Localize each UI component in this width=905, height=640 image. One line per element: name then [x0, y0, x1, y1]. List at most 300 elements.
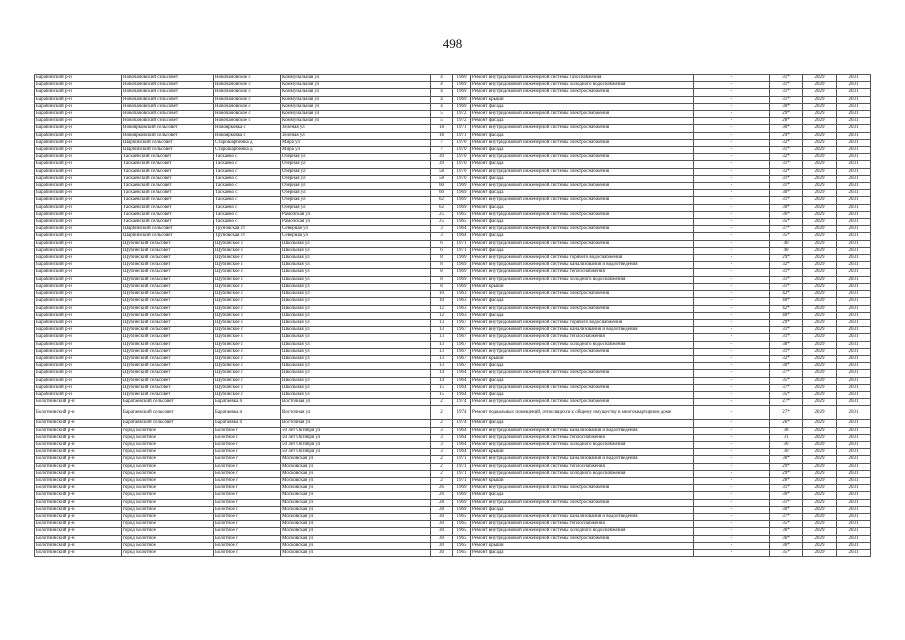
wear-cell: 31*: [770, 147, 803, 154]
end-year-cell: 2031: [837, 535, 871, 542]
start-year-cell: 2029: [803, 370, 837, 377]
district-cell: Барабинский р-н: [35, 233, 122, 240]
build-year-cell: 1969: [453, 183, 471, 190]
cost-cell: -: [694, 298, 770, 305]
wear-cell: 37*: [770, 370, 803, 377]
locality-cell: Болотное г: [214, 521, 281, 528]
build-year-cell: 1971: [453, 470, 471, 477]
wear-cell: 31*: [770, 89, 803, 96]
wear-cell: 29*: [770, 132, 803, 139]
start-year-cell: 2029: [803, 528, 837, 535]
house-number-cell: 30: [431, 528, 453, 535]
wear-cell: 30*: [770, 492, 803, 499]
house-number-cell: 60: [431, 183, 453, 190]
cost-cell: -: [694, 477, 770, 484]
table-row: [35, 247, 871, 254]
build-year-cell: 1964: [453, 370, 471, 377]
build-year-cell: 1964: [453, 377, 471, 384]
municipality-cell: Щубинский сельсовет: [122, 283, 214, 290]
build-year-cell: 1972: [453, 111, 471, 118]
build-year-cell: 1964: [453, 391, 471, 398]
street-cell: Озерная ул: [281, 154, 431, 161]
table-row: [35, 204, 871, 211]
house-number-cell: 2: [431, 463, 453, 470]
locality-cell: Труновская ст: [214, 233, 281, 240]
wear-cell: 31*: [770, 82, 803, 89]
table-row: [35, 535, 871, 542]
municipality-cell: город Болотное: [122, 456, 214, 463]
start-year-cell: 2029: [803, 183, 837, 190]
start-year-cell: 2029: [803, 319, 837, 326]
street-cell: Московская ул: [281, 477, 431, 484]
table-row: [35, 477, 871, 484]
wear-cell: 36*: [770, 535, 803, 542]
cost-cell: -: [694, 341, 770, 348]
municipality-cell: Новочановский сельсовет: [122, 82, 214, 89]
street-cell: Московская ул: [281, 470, 431, 477]
work-type-cell: Ремонт внутридомовой инженерной системы газоснабжения: [471, 75, 694, 82]
start-year-cell: 2029: [803, 211, 837, 218]
table-row: [35, 283, 871, 290]
cost-cell: -: [694, 492, 770, 499]
street-cell: Озерная ул: [281, 175, 431, 182]
cost-cell: -: [694, 334, 770, 341]
build-year-cell: 1969: [453, 499, 471, 506]
wear-cell: 35*: [770, 550, 803, 557]
end-year-cell: 2031: [837, 96, 871, 103]
street-cell: Московская ул: [281, 506, 431, 513]
house-number-cell: 25: [431, 219, 453, 226]
wear-cell: 40*: [770, 298, 803, 305]
end-year-cell: 2031: [837, 183, 871, 190]
build-year-cell: 1964: [453, 449, 471, 456]
municipality-cell: Новочановский сельсовет: [122, 75, 214, 82]
house-number-cell: 6: [431, 240, 453, 247]
start-year-cell: 2029: [803, 111, 837, 118]
wear-cell: 32*: [770, 262, 803, 269]
street-cell: Школьная ул: [281, 247, 431, 254]
end-year-cell: 2031: [837, 506, 871, 513]
cost-cell: -: [694, 535, 770, 542]
locality-cell: Баратаевка п: [214, 420, 281, 427]
wear-cell: 31*: [770, 276, 803, 283]
start-year-cell: 2029: [803, 391, 837, 398]
wear-cell: 38: [770, 427, 803, 434]
start-year-cell: 2029: [803, 291, 837, 298]
district-cell: Барабинский р-н: [35, 334, 122, 341]
house-number-cell: 10: [431, 291, 453, 298]
start-year-cell: 2029: [803, 204, 837, 211]
municipality-cell: Щубинский сельсовет: [122, 276, 214, 283]
street-cell: 50 лет Октября ул: [281, 449, 431, 456]
end-year-cell: 2031: [837, 477, 871, 484]
district-cell: Барабинский р-н: [35, 312, 122, 319]
municipality-cell: Новочановский сельсовет: [122, 118, 214, 125]
cost-cell: -: [694, 125, 770, 132]
cost-cell: -: [694, 154, 770, 161]
district-cell: Болотнинский р-н: [35, 463, 122, 470]
end-year-cell: 2031: [837, 132, 871, 139]
street-cell: Московская ул: [281, 463, 431, 470]
build-year-cell: 1969: [453, 96, 471, 103]
wear-cell: 31*: [770, 175, 803, 182]
locality-cell: Болотное г: [214, 492, 281, 499]
work-type-cell: Ремонт внутридомовой инженерной системы электроснабжения: [471, 291, 694, 298]
locality-cell: Болотное г: [214, 477, 281, 484]
cost-cell: -: [694, 499, 770, 506]
municipality-cell: Щубинский сельсовет: [122, 327, 214, 334]
build-year-cell: 1969: [453, 283, 471, 290]
end-year-cell: 2031: [837, 269, 871, 276]
build-year-cell: 1969: [453, 492, 471, 499]
cost-cell: -: [694, 312, 770, 319]
municipality-cell: Щубинский сельсовет: [122, 348, 214, 355]
work-type-cell: Ремонт фасада: [471, 312, 694, 319]
locality-cell: Новочановское с: [214, 103, 281, 110]
district-cell: Барабинский р-н: [35, 154, 122, 161]
start-year-cell: 2029: [803, 132, 837, 139]
house-number-cell: 13: [431, 348, 453, 355]
street-cell: Московская ул: [281, 528, 431, 535]
district-cell: Барабинский р-н: [35, 298, 122, 305]
build-year-cell: 1963: [453, 312, 471, 319]
district-cell: Болотнинский р-н: [35, 399, 122, 406]
cost-cell: -: [694, 449, 770, 456]
district-cell: Барабинский р-н: [35, 262, 122, 269]
work-type-cell: Ремонт фасада: [471, 492, 694, 499]
work-type-cell: Ремонт фасада: [471, 233, 694, 240]
start-year-cell: 2029: [803, 377, 837, 384]
build-year-cell: 1964: [453, 441, 471, 448]
cost-cell: -: [694, 118, 770, 125]
street-cell: Рамочская ул: [281, 211, 431, 218]
municipality-cell: Новоярковский сельсовет: [122, 132, 214, 139]
work-type-cell: Ремонт внутридомовой инженерной системы электроснабжения: [471, 226, 694, 233]
build-year-cell: 1970: [453, 175, 471, 182]
wear-cell: 31*: [770, 327, 803, 334]
street-cell: Северная ул: [281, 233, 431, 240]
start-year-cell: 2029: [803, 341, 837, 348]
start-year-cell: 2029: [803, 492, 837, 499]
municipality-cell: Щубинский сельсовет: [122, 255, 214, 262]
table-row: [35, 499, 871, 506]
cost-cell: -: [694, 197, 770, 204]
municipality-cell: Таскаевский сельсовет: [122, 211, 214, 218]
table-row: [35, 377, 871, 384]
start-year-cell: 2029: [803, 175, 837, 182]
house-number-cell: 4: [431, 89, 453, 96]
work-type-cell: Ремонт подвальных помещений, относящихся к общему имуществу в многоквартирном доме: [471, 406, 694, 420]
house-number-cell: 8: [431, 276, 453, 283]
street-cell: Озерная ул: [281, 197, 431, 204]
municipality-cell: Новочановский сельсовет: [122, 89, 214, 96]
cost-cell: -: [694, 521, 770, 528]
end-year-cell: 2031: [837, 434, 871, 441]
district-cell: Барабинский р-н: [35, 348, 122, 355]
street-cell: Коммунальная ул: [281, 75, 431, 82]
locality-cell: Болотное г: [214, 470, 281, 477]
house-number-cell: 62: [431, 204, 453, 211]
work-type-cell: Ремонт внутридомовой инженерной системы электроснабжения: [471, 370, 694, 377]
build-year-cell: 1970: [453, 161, 471, 168]
house-number-cell: 30: [431, 550, 453, 557]
build-year-cell: 1969: [453, 82, 471, 89]
work-type-cell: Ремонт внутридомовой инженерной системы электроснабжения: [471, 183, 694, 190]
house-number-cell: 4: [431, 82, 453, 89]
house-number-cell: 7: [431, 139, 453, 146]
house-number-cell: 30: [431, 521, 453, 528]
street-cell: Зеленая ул: [281, 125, 431, 132]
table-row: [35, 334, 871, 341]
wear-cell: 30: [770, 449, 803, 456]
district-cell: Барабинский р-н: [35, 161, 122, 168]
district-cell: Барабинский р-н: [35, 363, 122, 370]
house-number-cell: 2: [431, 420, 453, 427]
district-cell: Болотнинский р-н: [35, 441, 122, 448]
locality-cell: Болотное г: [214, 528, 281, 535]
house-number-cell: 39: [431, 154, 453, 161]
district-cell: Болотнинский р-н: [35, 477, 122, 484]
build-year-cell: 1969: [453, 204, 471, 211]
house-number-cell: 58: [431, 175, 453, 182]
house-number-cell: 15: [431, 384, 453, 391]
wear-cell: 31*: [770, 75, 803, 82]
wear-cell: 35*: [770, 391, 803, 398]
municipality-cell: город Болотное: [122, 513, 214, 520]
wear-cell: 29*: [770, 463, 803, 470]
start-year-cell: 2029: [803, 463, 837, 470]
wear-cell: 30*: [770, 456, 803, 463]
table-row: [35, 384, 871, 391]
table-row: [35, 262, 871, 269]
district-cell: Барабинский р-н: [35, 276, 122, 283]
house-number-cell: 2: [431, 399, 453, 406]
build-year-cell: 1969: [453, 269, 471, 276]
house-number-cell: 3: [431, 434, 453, 441]
house-number-cell: 30: [431, 542, 453, 549]
work-type-cell: Ремонт внутридомовой инженерной системы электроснабжения: [471, 240, 694, 247]
locality-cell: Новоярковка с: [214, 125, 281, 132]
municipality-cell: Щубинский сельсовет: [122, 363, 214, 370]
municipality-cell: город Болотное: [122, 427, 214, 434]
locality-cell: Новочановское с: [214, 75, 281, 82]
table-row: [35, 363, 871, 370]
locality-cell: Щубинское с: [214, 341, 281, 348]
street-cell: 50 лет Октября ул: [281, 441, 431, 448]
district-cell: Барабинский р-н: [35, 355, 122, 362]
district-cell: Барабинский р-н: [35, 82, 122, 89]
street-cell: Школьная ул: [281, 384, 431, 391]
work-type-cell: Ремонт фасада: [471, 247, 694, 254]
build-year-cell: 1969: [453, 485, 471, 492]
street-cell: Школьная ул: [281, 291, 431, 298]
municipality-cell: Таскаевский сельсовет: [122, 154, 214, 161]
start-year-cell: 2029: [803, 384, 837, 391]
wear-cell: 30*: [770, 204, 803, 211]
street-cell: Школьная ул: [281, 334, 431, 341]
house-number-cell: 2: [431, 470, 453, 477]
work-type-cell: Ремонт фасада: [471, 147, 694, 154]
street-cell: Рамочская ул: [281, 219, 431, 226]
cost-cell: -: [694, 204, 770, 211]
district-cell: Барабинский р-н: [35, 197, 122, 204]
wear-cell: 31*: [770, 197, 803, 204]
start-year-cell: 2029: [803, 420, 837, 427]
build-year-cell: 1967: [453, 355, 471, 362]
end-year-cell: 2031: [837, 283, 871, 290]
street-cell: Школьная ул: [281, 255, 431, 262]
build-year-cell: 1965: [453, 521, 471, 528]
locality-cell: Болотное г: [214, 427, 281, 434]
street-cell: 50 лет Октября ул: [281, 434, 431, 441]
table-row: [35, 513, 871, 520]
wear-cell: 30*: [770, 190, 803, 197]
end-year-cell: 2031: [837, 377, 871, 384]
work-type-cell: Ремонт внутридомовой инженерной системы канализования и водоотведения: [471, 427, 694, 434]
build-year-cell: 1974: [453, 406, 471, 420]
table-row: [35, 147, 871, 154]
district-cell: Барабинский р-н: [35, 247, 122, 254]
cost-cell: -: [694, 370, 770, 377]
locality-cell: Болотное г: [214, 513, 281, 520]
street-cell: Школьная ул: [281, 269, 431, 276]
build-year-cell: 1969: [453, 75, 471, 82]
start-year-cell: 2029: [803, 168, 837, 175]
house-number-cell: 8: [431, 269, 453, 276]
wear-cell: 32*: [770, 139, 803, 146]
work-type-cell: Ремонт фасада: [471, 132, 694, 139]
work-type-cell: Ремонт фасада: [471, 175, 694, 182]
start-year-cell: 2029: [803, 89, 837, 96]
district-cell: Барабинский р-н: [35, 226, 122, 233]
house-number-cell: 13: [431, 363, 453, 370]
municipality-cell: Щубинский сельсовет: [122, 291, 214, 298]
municipality-cell: Таскаевский сельсовет: [122, 204, 214, 211]
locality-cell: Щубинское с: [214, 391, 281, 398]
municipality-cell: Щубинский сельсовет: [122, 377, 214, 384]
locality-cell: Щубинское с: [214, 255, 281, 262]
work-type-cell: Ремонт внутридомовой инженерной системы горячего водоснабжения: [471, 319, 694, 326]
cost-cell: -: [694, 434, 770, 441]
build-year-cell: 1971: [453, 463, 471, 470]
work-type-cell: Ремонт фасада: [471, 363, 694, 370]
municipality-cell: Таскаевский сельсовет: [122, 197, 214, 204]
work-type-cell: Ремонт фасада: [471, 190, 694, 197]
municipality-cell: Новоярковский сельсовет: [122, 125, 214, 132]
locality-cell: Таскаево с: [214, 161, 281, 168]
house-number-cell: 18: [431, 125, 453, 132]
end-year-cell: 2031: [837, 190, 871, 197]
wear-cell: 42*: [770, 291, 803, 298]
work-type-cell: Ремонт фасада: [471, 506, 694, 513]
end-year-cell: 2031: [837, 204, 871, 211]
cost-cell: -: [694, 175, 770, 182]
build-year-cell: 1969: [453, 276, 471, 283]
build-year-cell: 1967: [453, 319, 471, 326]
wear-cell: 28*: [770, 118, 803, 125]
street-cell: Московская ул: [281, 550, 431, 557]
end-year-cell: 2031: [837, 211, 871, 218]
district-cell: Барабинский р-н: [35, 183, 122, 190]
district-cell: Барабинский р-н: [35, 204, 122, 211]
start-year-cell: 2029: [803, 96, 837, 103]
locality-cell: Таскаево с: [214, 211, 281, 218]
work-type-cell: Ремонт внутридомовой инженерной системы теплоснабжения: [471, 434, 694, 441]
street-cell: Школьная ул: [281, 312, 431, 319]
start-year-cell: 2029: [803, 125, 837, 132]
end-year-cell: 2031: [837, 240, 871, 247]
wear-cell: 28*: [770, 477, 803, 484]
municipality-cell: Шарбинский сельсовет: [122, 139, 214, 146]
street-cell: Школьная ул: [281, 370, 431, 377]
street-cell: Озерная ул: [281, 168, 431, 175]
end-year-cell: 2031: [837, 197, 871, 204]
district-cell: Барабинский р-н: [35, 305, 122, 312]
table-body: [35, 75, 871, 557]
work-type-cell: Ремонт фасада: [471, 298, 694, 305]
cost-cell: -: [694, 89, 770, 96]
start-year-cell: 2029: [803, 485, 837, 492]
table-row: [35, 550, 871, 557]
district-cell: Барабинский р-н: [35, 377, 122, 384]
cost-cell: -: [694, 485, 770, 492]
street-cell: Зеленая ул: [281, 132, 431, 139]
end-year-cell: 2031: [837, 521, 871, 528]
street-cell: Школьная ул: [281, 377, 431, 384]
street-cell: Коммунальная ул: [281, 103, 431, 110]
end-year-cell: 2031: [837, 175, 871, 182]
work-type-cell: Ремонт внутридомовой инженерной системы теплоснабжения: [471, 334, 694, 341]
end-year-cell: 2031: [837, 355, 871, 362]
district-cell: Барабинский р-н: [35, 269, 122, 276]
cost-cell: -: [694, 528, 770, 535]
end-year-cell: 2031: [837, 298, 871, 305]
cost-cell: -: [694, 456, 770, 463]
street-cell: Восточная ул: [281, 406, 431, 420]
locality-cell: Щубинское с: [214, 312, 281, 319]
municipality-cell: город Болотное: [122, 499, 214, 506]
start-year-cell: 2029: [803, 449, 837, 456]
street-cell: Школьная ул: [281, 298, 431, 305]
work-type-cell: Ремонт фасада: [471, 161, 694, 168]
wear-cell: 29*: [770, 111, 803, 118]
house-number-cell: 2: [431, 406, 453, 420]
locality-cell: Щубинское с: [214, 269, 281, 276]
start-year-cell: 2029: [803, 255, 837, 262]
district-cell: Барабинский р-н: [35, 341, 122, 348]
district-cell: Барабинский р-н: [35, 139, 122, 146]
locality-cell: Болотное г: [214, 463, 281, 470]
end-year-cell: 2031: [837, 291, 871, 298]
end-year-cell: 2031: [837, 226, 871, 233]
cost-cell: -: [694, 427, 770, 434]
end-year-cell: 2031: [837, 399, 871, 406]
house-number-cell: 8: [431, 262, 453, 269]
build-year-cell: 1967: [453, 341, 471, 348]
wear-cell: 32*: [770, 355, 803, 362]
wear-cell: 31*: [770, 161, 803, 168]
build-year-cell: 1970: [453, 147, 471, 154]
wear-cell: 40: [770, 247, 803, 254]
table-row: [35, 132, 871, 139]
end-year-cell: 2031: [837, 456, 871, 463]
locality-cell: Таскаево с: [214, 183, 281, 190]
end-year-cell: 2031: [837, 348, 871, 355]
street-cell: Коммунальная ул: [281, 89, 431, 96]
municipality-cell: Щубинский сельсовет: [122, 370, 214, 377]
end-year-cell: 2031: [837, 75, 871, 82]
district-cell: Барабинский р-н: [35, 75, 122, 82]
